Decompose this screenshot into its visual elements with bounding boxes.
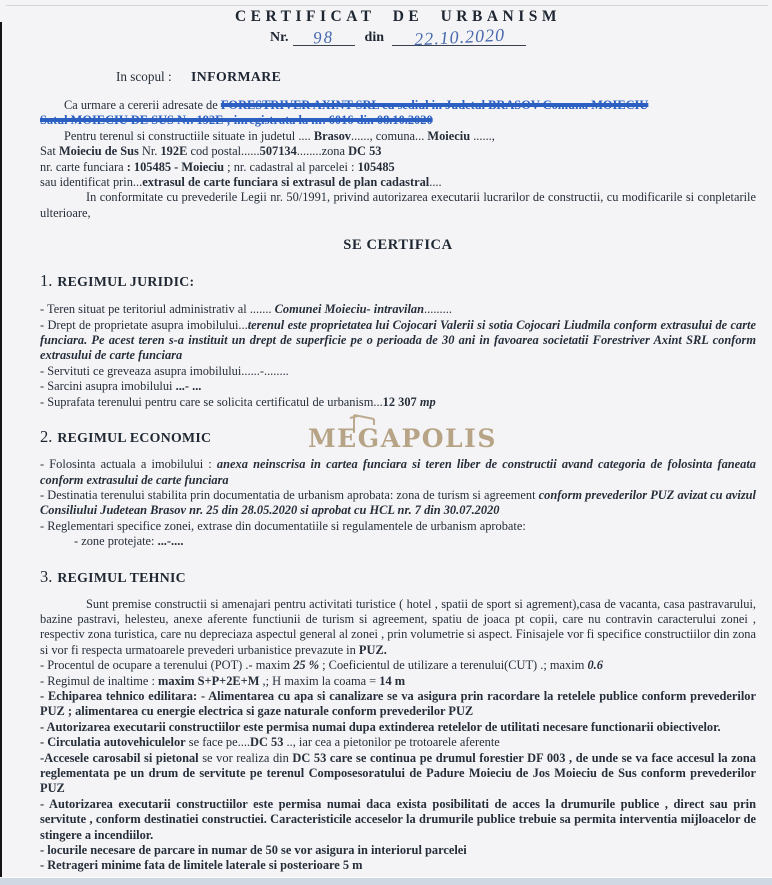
text-segment: ,; H maxim la coama = — [259, 673, 380, 688]
text-segment: Moieciu — [427, 128, 471, 143]
text-segment: 105485 — [357, 159, 395, 174]
scope-value: INFORMARE — [190, 69, 282, 84]
text-segment: -Accesele carosabil si pietonal — [40, 750, 199, 765]
text-segment: - Reglementari specifice zonei, extrase din documentatiile si regulamentele de urbanism aprobate: — [40, 518, 526, 533]
doc-line — [40, 488, 756, 519]
text-segment: 507134 — [259, 144, 297, 159]
text-segment: - Autorizarea executarii constructiilor este permisa numai dupa extinderea retelelor de utilitati necesare functionarii obiectivelor. — [40, 719, 721, 734]
intro-paragraphs — [40, 98, 756, 221]
doc-line — [40, 735, 756, 750]
doc-line — [40, 98, 756, 113]
doc-line — [40, 457, 756, 488]
doc-line — [40, 519, 756, 534]
section-heading-juridic — [40, 271, 756, 291]
doc-line — [40, 113, 756, 128]
text-segment: - Drept de proprietate asupra imobilului... — [40, 317, 248, 332]
text-segment: Moieciu de Sus — [58, 144, 139, 159]
text-segment: cod postal...... — [187, 144, 260, 159]
text-segment: maxim S+P+2E+M — [158, 673, 260, 688]
text-segment: conform prevederilor PUZ avizat cu avizul Consiliului Judetean Brasov nr. 25 din 28.05.2020 si aprobat cu HCL nr. 7 din 30.07.2020 — [40, 487, 756, 518]
scan-left-edge — [0, 22, 2, 878]
text-segment: DC 53 — [348, 144, 382, 159]
text-segment: Sunt premise constructii si amenajari pentru activitati turistice ( hotel , spatii de sport si agrement),casa de vacanta, casa pastravarului, bazine pastravi, helesteu, anexe aferente functiunii de turism si agreement, spatiu de joaca pt copii, care nu contravin caracterului zonei , respectiv zona turistica, care nu depreciaza aspectul general al zonei , prin volumetrie si aspect. Finisajele vor fi specifice constructiilor din zona si vor fi respecta urmatoarele prevederi urbanistice prevazute in — [40, 596, 756, 657]
text-segment: 192E — [160, 144, 188, 159]
text-segment: ; nr. cadastral al parcelei : — [224, 159, 358, 174]
text-segment: - Circulatia autovehiculelor — [40, 735, 186, 750]
doc-line — [40, 302, 756, 317]
date-value-handwritten: 22.10.2020 — [413, 24, 506, 50]
text-segment: Satul MOIECIU DE SUS Nr. 192E ; inregistrata la nr. 6016 din 08.10.2020 — [40, 113, 433, 128]
text-segment: - Retrageri minime fata de limitele laterale si posterioare 5 m — [40, 858, 363, 873]
certify-heading: SE CERTIFICA — [343, 237, 453, 254]
text-segment: - Destinatia terenului stabilita prin documentatia de urbanism aprobata: zona de turism si agreement — [40, 487, 539, 502]
text-segment: 0.6 — [587, 658, 603, 673]
section-number: 2. — [40, 427, 53, 447]
section-title: REGIMUL JURIDIC: — [57, 274, 195, 290]
doc-line — [40, 674, 756, 689]
scan-top-edge — [6, 5, 768, 6]
text-segment: ...-.... — [157, 534, 184, 549]
text-segment: anexa neinscrisa in cartea funciara si teren liber de constructii avand categoria de folosinta faneata conform extrasului de carte funciara — [40, 457, 756, 487]
text-segment: ...- ... — [175, 379, 202, 394]
text-segment: se vor realiza din — [198, 750, 293, 765]
text-segment: .... — [429, 175, 442, 190]
text-segment: ......, comuna... — [351, 128, 428, 143]
text-segment: - Autorizarea executarii constructiilor este permisa numai daca exista posibilitati de acces la drumurile publice , direct sau prin servitute , conform destinatiei constructiei. Caracteristicile acceselor la drumurile publice trebuie sa permita interventia mijloacelor de stingere a incendiilor. — [40, 796, 756, 842]
text-segment: - zone protejate: — [74, 534, 158, 549]
doc-line — [40, 858, 756, 873]
text-segment: Comunei Moieciu- intravilan — [274, 302, 425, 317]
nr-value-slot — [293, 29, 355, 46]
doc-line — [40, 364, 756, 379]
text-segment: - locurile necesare de parcare in numar de 50 se vor asigura in interiorul parcelei — [40, 843, 467, 858]
text-segment: Ca urmare a cererii adresate de — [64, 98, 221, 112]
text-segment: extrasul de carte funciara si extrasul de plan cadastral — [142, 175, 430, 190]
doc-line — [40, 797, 756, 843]
section-number: 1. — [40, 271, 53, 291]
doc-line — [40, 144, 756, 159]
certificate-number-line — [40, 24, 756, 53]
text-segment: - Teren situat pe teritoriul administrativ al ....... — [40, 302, 275, 317]
text-segment: ........zona — [296, 144, 349, 159]
doc-line — [40, 689, 756, 720]
text-segment: - Regimul de inaltime : — [40, 673, 159, 688]
doc-line — [40, 175, 756, 190]
text-segment: sau identificat prin... — [40, 175, 143, 190]
section-title: REGIMUL ECONOMIC — [57, 430, 212, 446]
text-segment: 25 % — [293, 658, 320, 673]
doc-line — [40, 190, 756, 221]
text-segment: : 105485 - Moieciu — [126, 159, 225, 174]
text-segment: 12 307 — [382, 394, 420, 409]
date-value-slot — [392, 24, 526, 50]
document-content — [40, 8, 756, 874]
text-segment: ......... — [424, 302, 452, 317]
text-segment: mp — [419, 394, 436, 409]
doc-line — [40, 658, 756, 673]
nr-label: Nr. — [269, 30, 289, 45]
doc-line — [40, 318, 756, 364]
text-segment: - Sarcini asupra imobilului — [40, 379, 176, 394]
text-segment: DC 53 care se continua pe drumul forestier DF 003 , de unde se va face accesul la zona reglementata pe un drum de servitute pe terenul Composesoratului de Padure Moieciu de Jos Moieciu de Sus conform prevederilor PUZ — [40, 750, 756, 796]
text-segment: Nr. — [138, 144, 161, 159]
doc-line — [40, 395, 756, 410]
doc-line — [40, 379, 756, 394]
doc-line — [40, 751, 756, 797]
section-tehnic-lines — [40, 597, 756, 874]
text-segment: DC 53 — [250, 735, 284, 750]
section-number: 3. — [40, 566, 53, 586]
section-economic-lines — [40, 457, 756, 549]
document-title: CERTIFICAT DE URBANISM — [234, 8, 562, 25]
doc-line — [40, 129, 756, 144]
text-segment: PUZ. — [358, 642, 387, 657]
text-segment: In conformitate cu prevederile Legii nr. 50/1991, privind autorizarea executarii lucrarilor de constructii, cu modificarile si conpletarile ulterioare, — [40, 190, 756, 220]
text-segment: Pentru terenul si constructiile situate in judetul .... — [64, 128, 314, 143]
scope-line — [116, 69, 756, 85]
scope-label: In scopul : — [116, 69, 172, 84]
text-segment: ......, — [470, 128, 495, 143]
text-segment: .., iar cea a pietonilor pe trotoarele aferente — [283, 735, 500, 750]
text-segment: Sat — [40, 144, 59, 159]
doc-line — [40, 720, 756, 735]
text-segment: - Servituti ce greveaza asupra imobilului......-........ — [40, 363, 289, 378]
doc-line — [40, 534, 756, 549]
text-segment: - Folosinta actuala a imobilului : — [40, 457, 217, 472]
scan-bottom-edge — [0, 877, 772, 885]
nr-value-handwritten: 98 — [312, 27, 335, 48]
text-segment: se face pe.... — [185, 735, 251, 750]
text-segment: - Suprafata terenului pentru care se solicita certificatul de urbanism... — [40, 394, 383, 409]
text-segment: terenul este proprietatea lui Cojocari Valerii si sotia Cojocari Liudmila conform extrasului de carte funciara. Pe acest teren s-a instituit un drept de superficie pe o perioada de 30 ani in favoarea societatii Forestriver Axint SRL conform extrasului de carte funciara — [40, 317, 756, 363]
text-segment: - Echiparea tehnico edilitara: - Alimentarea cu apa si canalizare se va asigura prin racordare la retelele publice conform prevederilor PUZ ; alimentarea cu energie electrica si gaze naturale conform prevederilor PUZ — [40, 688, 756, 719]
text-segment: - Procentul de ocupare a terenului (POT) .- maxim — [40, 658, 294, 673]
section-heading-tehnic — [40, 567, 756, 587]
text-segment: Brasov — [313, 128, 352, 143]
watermark-text: MEGAPOLIS — [308, 424, 497, 453]
din-label: din — [364, 30, 384, 45]
text-segment: FORESTRIVER AXINT SRL cu sediul in Judetul BRASOV Comuna MOIECIU — [220, 98, 649, 112]
doc-line — [40, 160, 756, 175]
section-juridic-lines — [40, 302, 756, 410]
section-heading-economic — [40, 427, 756, 447]
text-segment: 14 m — [379, 673, 406, 688]
doc-line — [40, 843, 756, 858]
text-segment: ; Coeficientul de utilizare a terenului(CUT) .; maxim — [319, 658, 588, 673]
text-segment: nr. carte funciara — [40, 159, 127, 174]
doc-line — [40, 597, 756, 659]
section-title: REGIMUL TEHNIC — [57, 569, 186, 585]
